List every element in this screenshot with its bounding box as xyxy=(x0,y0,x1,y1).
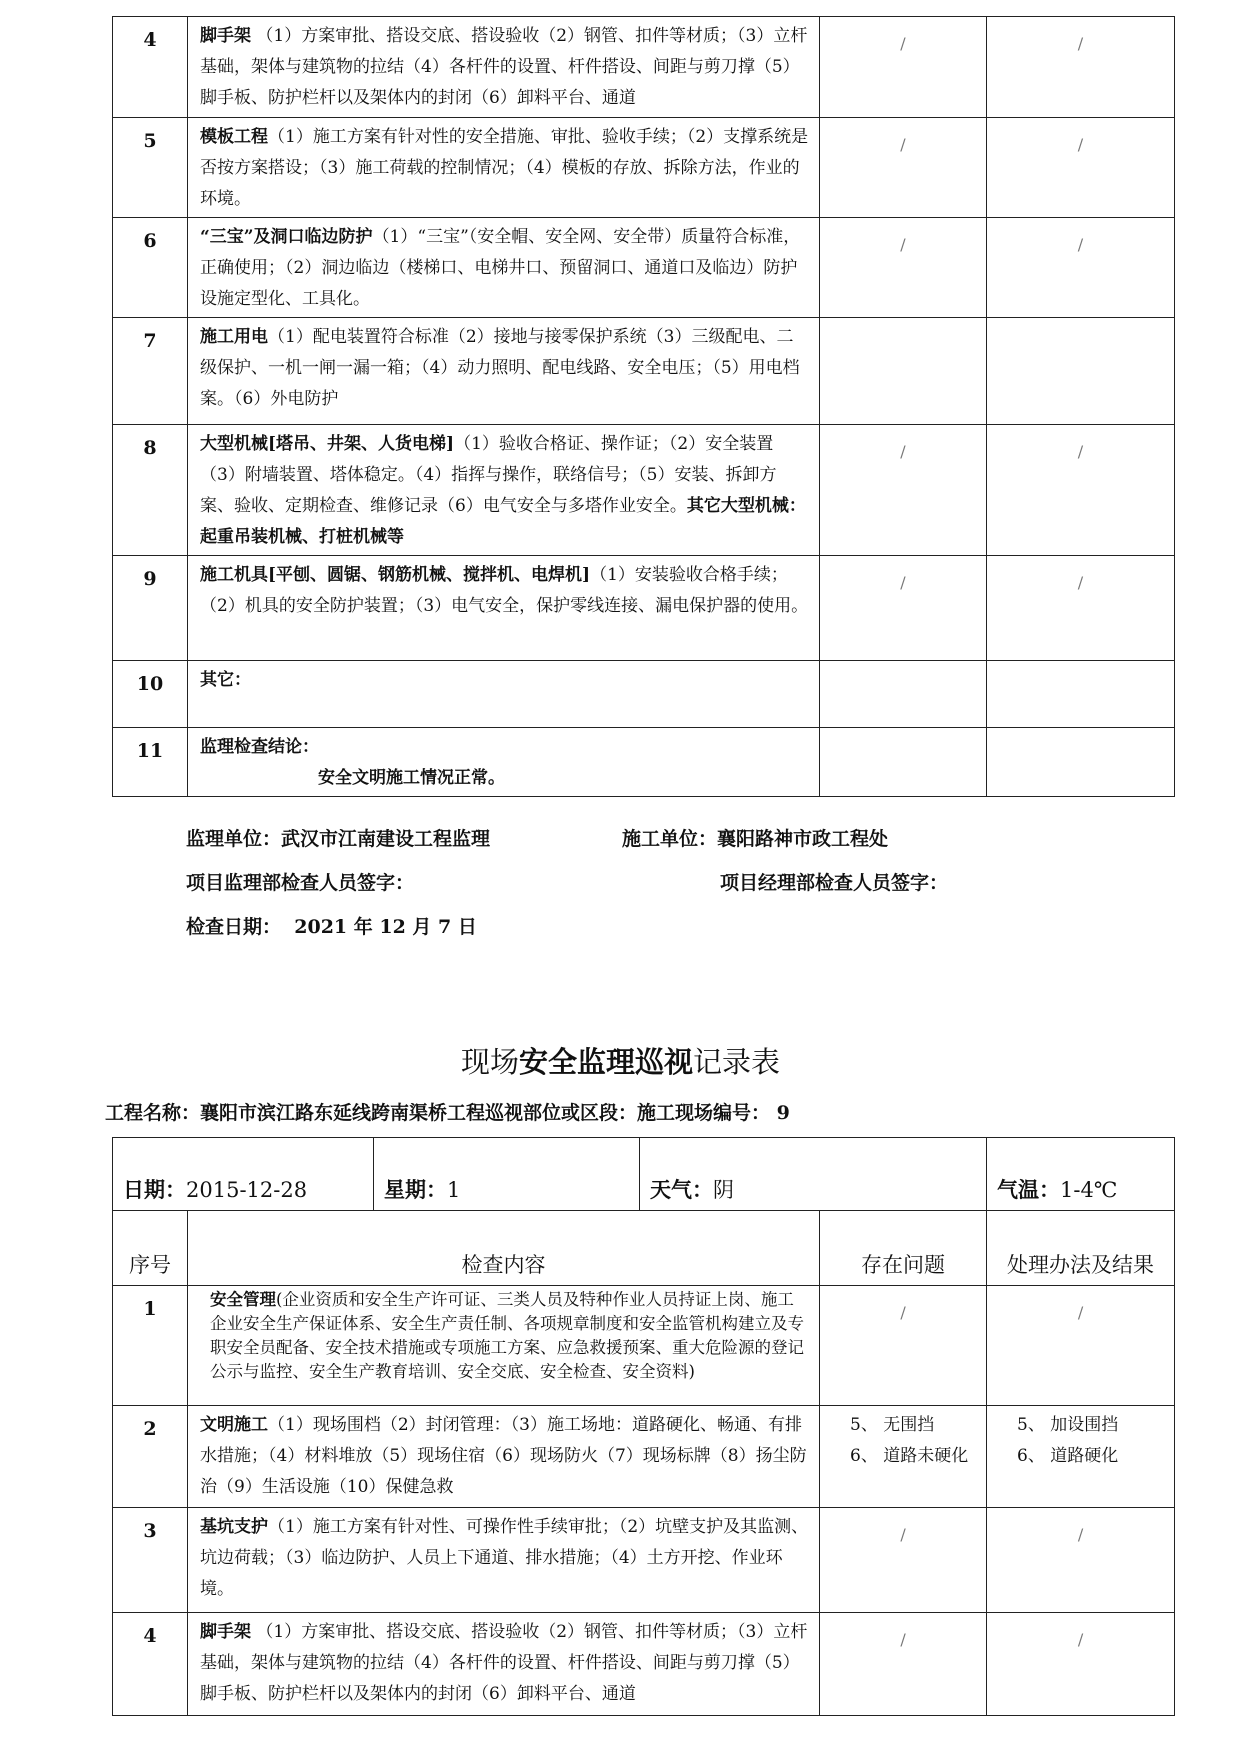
date-cell xyxy=(113,1138,374,1211)
supervision-unit-line xyxy=(186,824,490,851)
weather-cell xyxy=(640,1138,987,1211)
title-part: 记录表 xyxy=(693,1045,781,1079)
check-content xyxy=(188,661,820,728)
result-cell: / xyxy=(987,425,1175,556)
table-row xyxy=(113,218,1175,318)
row-number: 11 xyxy=(113,728,188,797)
item-text: (企业资质和安全生产许可证、三类人员及特种作业人员持证上岗、施工企业安全生产保证体系、安全生产责任制、各项规章制度和安全监管机构建立及专职安全员配备、安全技术措施或专项施工方案、应急救援预案、重大危险源的登记公示与监控、安全生产教育培训、安全交底、安全检查、安全资料) xyxy=(210,1290,804,1381)
header-row xyxy=(113,1211,1175,1286)
check-content xyxy=(188,1406,820,1508)
table-row xyxy=(113,118,1175,218)
result-line: 6、 道路硬化 xyxy=(1017,1446,1119,1466)
check-content xyxy=(188,1286,820,1406)
date-label: 日期： xyxy=(123,1177,186,1202)
manager-signature-label: 项目经理部检查人员签字： xyxy=(720,872,949,894)
issue-line: 5、 无围挡 xyxy=(850,1415,935,1435)
issue-cell xyxy=(820,661,987,728)
table-row xyxy=(113,1508,1175,1613)
result-cell: / xyxy=(987,556,1175,661)
supervisor-signature-label: 项目监理部检查人员签字： xyxy=(186,872,415,894)
top-inspection-table xyxy=(112,16,1175,797)
inspection-date-label: 检查日期： xyxy=(186,916,282,938)
check-content xyxy=(188,218,820,318)
issue-cell: / xyxy=(820,556,987,661)
weather-value: 阴 xyxy=(713,1178,735,1202)
table-row xyxy=(113,17,1175,118)
item-title: 模板工程 xyxy=(200,127,268,147)
issue-cell xyxy=(820,318,987,425)
table-row xyxy=(113,1613,1175,1716)
issue-cell: / xyxy=(820,1613,987,1716)
result-cell: / xyxy=(987,1286,1175,1406)
result-cell xyxy=(987,318,1175,425)
supervision-unit-label: 监理单位： xyxy=(186,828,282,850)
result-cell xyxy=(987,661,1175,728)
project-name-line: 工程名称：襄阳市滨江路东延线跨南渠桥工程巡视部位或区段：施工现场编号： 9 xyxy=(105,1102,790,1124)
supervision-unit-value: 武汉市江南建设工程监理 xyxy=(281,828,491,850)
title-part-bold: 安全监理巡视 xyxy=(518,1045,693,1079)
title-part: 现场 xyxy=(460,1045,519,1079)
item-text: （1）方案审批、搭设交底、搭设验收（2）钢管、扣件等材质；（3）立杆基础，架体与建筑物的拉结（4）各杆件的设置、杆件搭设、间距与剪刀撑（5）脚手板、防护栏杆以及架体内的封闭（6）卸料平台、通道 xyxy=(200,1622,808,1704)
result-cell xyxy=(987,728,1175,797)
check-content xyxy=(188,556,820,661)
inspection-date-line xyxy=(186,912,477,939)
item-text: （1）施工方案有针对性的安全措施、审批、验收手续；（2）支撑系统是否按方案搭设；（3）施工荷载的控制情况；（4）模板的存放、拆除方法，作业的环境。 xyxy=(200,127,809,209)
table-row xyxy=(113,1406,1175,1508)
weather-label: 天气： xyxy=(650,1177,714,1202)
item-title: 监理检查结论： xyxy=(200,737,319,757)
row-number: 10 xyxy=(113,661,188,728)
item-text: （1）安装验收合格手续；（2）机具的安全防护装置；（3）电气安全，保护零线连接、漏电保护器的使用。 xyxy=(200,565,809,616)
issue-cell: / xyxy=(820,218,987,318)
row-number: 6 xyxy=(113,218,188,318)
col-header-no: 序号 xyxy=(113,1211,188,1286)
item-title: 脚手架 xyxy=(200,26,251,46)
result-cell: / xyxy=(987,218,1175,318)
item-title: 文明施工 xyxy=(200,1415,268,1435)
check-content xyxy=(188,728,820,797)
result-line: 5、 加设围挡 xyxy=(1017,1415,1119,1435)
result-cell xyxy=(987,1406,1175,1508)
item-text: （1）方案审批、搭设交底、搭设验收（2）钢管、扣件等材质；（3）立杆基础，架体与建筑物的拉结（4）各杆件的设置、杆件搭设、间距与剪刀撑（5）脚手板、防护栏杆以及架体内的封闭（6）卸料平台、通道 xyxy=(200,26,808,108)
weekday-label: 星期： xyxy=(384,1177,448,1202)
construction-unit-line xyxy=(622,824,888,851)
item-title: 安全管理 xyxy=(210,1290,276,1309)
issue-cell: / xyxy=(820,425,987,556)
inspection-date-value: 2021 年 12 月 7 日 xyxy=(294,916,477,938)
issue-cell: / xyxy=(820,1286,987,1406)
row-number: 7 xyxy=(113,318,188,425)
row-number: 8 xyxy=(113,425,188,556)
row-number: 4 xyxy=(113,17,188,118)
construction-unit-value: 襄阳路神市政工程处 xyxy=(717,828,889,850)
check-content xyxy=(188,17,820,118)
weekday-cell xyxy=(374,1138,640,1211)
info-row xyxy=(113,1138,1175,1211)
row-number: 4 xyxy=(113,1613,188,1716)
result-cell: / xyxy=(987,1508,1175,1613)
item-text: （1）验收合格证、操作证；（2）安全装置（3）附墙装置、塔体稳定。（4）指挥与操作，联络信号；（5）安装、拆卸方案、验收、定期检查、维修记录（6）电气安全与多塔作业安全。 xyxy=(200,434,777,516)
table-row xyxy=(113,661,1175,728)
item-text-bold: 其它大型机械：起重吊装机械、打桩机械等 xyxy=(200,496,806,547)
item-title: 施工用电 xyxy=(200,327,268,347)
row-number: 5 xyxy=(113,118,188,218)
date-value: 2015-12-28 xyxy=(186,1178,308,1202)
item-title: 基坑支护 xyxy=(200,1517,268,1537)
issue-line: 6、 道路未硬化 xyxy=(850,1446,969,1466)
row-number: 3 xyxy=(113,1508,188,1613)
row-number: 9 xyxy=(113,556,188,661)
table-row xyxy=(113,556,1175,661)
item-text: （1）“三宝”（安全帽、安全网、安全带）质量符合标准，正确使用；（2）洞边临边（楼梯口、电梯井口、预留洞口、通道口及临边）防护设施定型化、工具化。 xyxy=(200,227,801,309)
item-title: “三宝”及洞口临边防护 xyxy=(200,227,373,247)
table-row xyxy=(113,318,1175,425)
form-title xyxy=(0,1040,1241,1081)
result-cell: / xyxy=(987,17,1175,118)
row-number: 2 xyxy=(113,1406,188,1508)
temperature-value: 1-4℃ xyxy=(1060,1178,1118,1202)
row-number: 1 xyxy=(113,1286,188,1406)
col-header-result: 处理办法及结果 xyxy=(987,1211,1175,1286)
result-cell: / xyxy=(987,1613,1175,1716)
issue-cell xyxy=(820,728,987,797)
temperature-cell xyxy=(987,1138,1175,1211)
item-text: （1）施工方案有针对性、可操作性手续审批；（2）坑壁支护及其监测、坑边荷载；（3）临边防护、人员上下通道、排水措施；（4）土方开挖、作业环境。 xyxy=(200,1517,809,1599)
check-content xyxy=(188,1613,820,1716)
patrol-record-table xyxy=(112,1137,1175,1716)
table-row xyxy=(113,425,1175,556)
issue-cell: / xyxy=(820,17,987,118)
check-content xyxy=(188,425,820,556)
temperature-label: 气温： xyxy=(997,1177,1061,1202)
issue-cell xyxy=(820,1406,987,1508)
item-title: 大型机械[塔吊、井架、人货电梯] xyxy=(200,434,455,454)
check-content xyxy=(188,1508,820,1613)
result-cell: / xyxy=(987,118,1175,218)
item-title: 脚手架 xyxy=(200,1622,251,1642)
issue-cell: / xyxy=(820,118,987,218)
construction-unit-label: 施工单位： xyxy=(622,828,718,850)
issue-cell: / xyxy=(820,1508,987,1613)
check-content xyxy=(188,118,820,218)
check-content xyxy=(188,318,820,425)
conclusion-text: 安全文明施工情况正常。 xyxy=(318,768,505,788)
table-row xyxy=(113,1286,1175,1406)
item-text: （1）现场围档（2）封闭管理：（3）施工场地：道路硬化、畅通、有排水措施；（4）材料堆放（5）现场住宿（6）现场防火（7）现场标牌（8）扬尘防治（9）生活设施（10）保健急救 xyxy=(200,1415,807,1497)
col-header-issue: 存在问题 xyxy=(820,1211,987,1286)
col-header-content: 检查内容 xyxy=(188,1211,820,1286)
weekday-value: 1 xyxy=(447,1178,461,1202)
item-title: 其它： xyxy=(200,670,251,690)
table-row xyxy=(113,728,1175,797)
item-title: 施工机具[平刨、圆锯、钢筋机械、搅拌机、电焊机] xyxy=(200,565,591,585)
item-text: （1）配电装置符合标准（2）接地与接零保护系统（3）三级配电、二级保护、一机一闸一漏一箱；（4）动力照明、配电线路、安全电压；（5）用电档案。（6）外电防护 xyxy=(200,327,800,409)
